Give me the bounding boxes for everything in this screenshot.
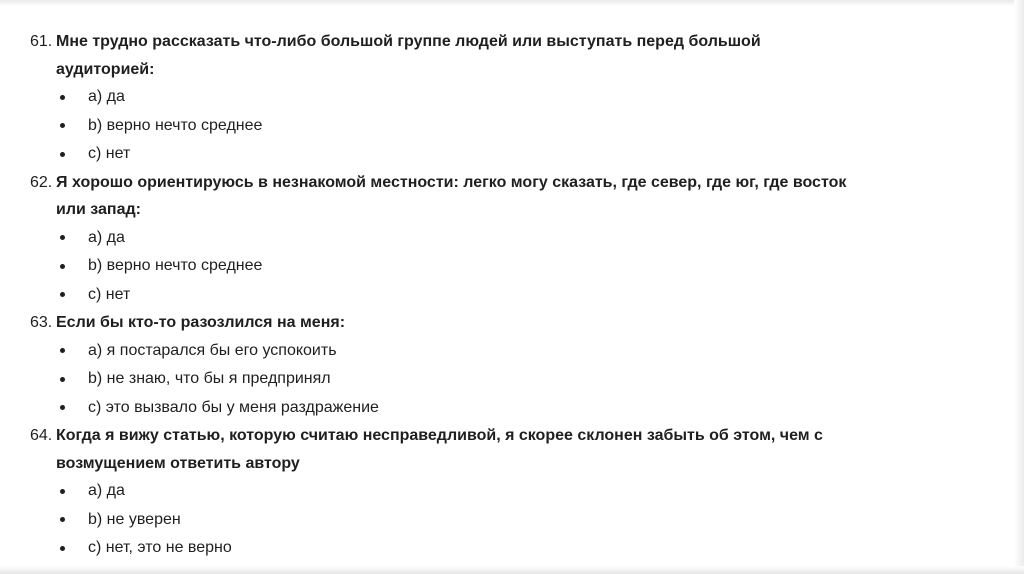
question-number: 63.	[30, 314, 53, 331]
slide-top-shadow	[0, 0, 1024, 6]
slide-bottom-shadow	[0, 566, 1024, 574]
bullet-icon	[60, 235, 65, 240]
option-item	[30, 83, 850, 112]
question-62	[30, 169, 850, 310]
question-number: 64.	[30, 427, 53, 444]
option-item	[30, 140, 850, 169]
question-63	[30, 309, 850, 422]
bullet-icon	[60, 95, 65, 100]
question-header	[30, 422, 850, 477]
option-list	[30, 83, 850, 169]
option-text: a) я постарался бы его успокоить	[88, 341, 337, 359]
question-61	[30, 28, 850, 169]
option-list	[30, 477, 850, 563]
question-text: Мне трудно рассказать что-либо большой группе людей или выступать перед большой аудиторией:	[56, 33, 761, 78]
option-item	[30, 337, 850, 366]
option-item	[30, 506, 850, 535]
option-list	[30, 224, 850, 310]
option-text: c) нет	[88, 145, 131, 163]
option-item	[30, 252, 850, 281]
option-text: a) да	[88, 228, 125, 246]
bullet-icon	[60, 377, 65, 382]
slide-right-shadow	[1014, 0, 1024, 574]
bullet-icon	[60, 264, 65, 269]
bullet-icon	[60, 123, 65, 128]
bullet-icon	[60, 152, 65, 157]
question-header	[30, 28, 850, 83]
question-header	[30, 169, 850, 224]
bullet-icon	[60, 517, 65, 522]
option-text: b) не знаю, что бы я предпринял	[88, 370, 331, 388]
option-text: c) нет	[88, 285, 131, 303]
option-item	[30, 477, 850, 506]
option-item	[30, 224, 850, 253]
question-text: Если бы кто-то разозлился на меня:	[56, 314, 346, 331]
option-text: c) нет, это не верно	[88, 539, 232, 557]
option-text: a) да	[88, 482, 125, 500]
question-list	[30, 28, 850, 563]
bullet-icon	[60, 489, 65, 494]
question-text: Я хорошо ориентируюсь в незнакомой местности: легко могу сказать, где север, где юг, где восток или запад:	[56, 173, 847, 218]
option-item	[30, 534, 850, 563]
question-header	[30, 309, 850, 337]
question-number: 62.	[30, 173, 53, 191]
question-text: Когда я вижу статью, которую считаю несправедливой, я скорее склонен забыть об этом, чем с возмущением ответить автору	[56, 427, 823, 472]
option-text: b) верно нечто среднее	[88, 257, 263, 275]
option-text: a) да	[88, 88, 125, 106]
bullet-icon	[60, 405, 65, 410]
option-list	[30, 337, 850, 423]
option-text: b) верно нечто среднее	[88, 116, 263, 134]
option-item	[30, 394, 850, 423]
option-text: b) не уверен	[88, 510, 181, 528]
bullet-icon	[60, 348, 65, 353]
option-item	[30, 365, 850, 394]
question-64	[30, 422, 850, 563]
option-item	[30, 281, 850, 310]
question-number: 61.	[30, 33, 53, 50]
bullet-icon	[60, 546, 65, 551]
bullet-icon	[60, 292, 65, 297]
option-item	[30, 112, 850, 141]
option-text: c) это вызвало бы у меня раздражение	[88, 398, 379, 416]
